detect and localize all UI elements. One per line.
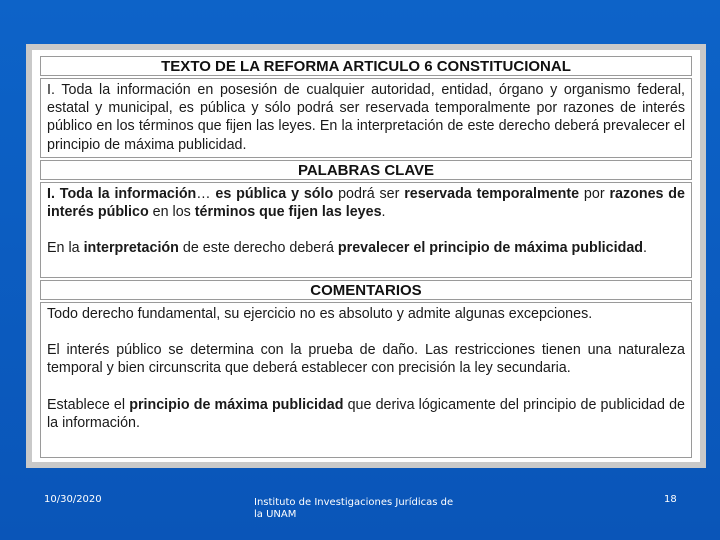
footer-institute [254, 497, 484, 521]
footer-page-number: 18 [664, 494, 677, 505]
footer-date: 10/30/2020 [44, 494, 102, 505]
text-segment: interpretación [83, 240, 179, 257]
text-segment: reservada temporalmente [404, 186, 580, 202]
text-segment: El interés público se determina con la prueba de daño. Las restricciones tienen una naturaleza temporal y bien circunscrita que deberá establecer con precisión la ley secundaria. [47, 342, 685, 377]
text-segment: . [381, 204, 386, 221]
text-segment: y sólo [291, 186, 334, 202]
text-segment: de este derecho deberá [178, 240, 338, 257]
text-segment: prevalecer el principio de máxima publicidad [337, 240, 643, 257]
text-segment: razones de interés público [47, 186, 685, 221]
document-image-frame [26, 44, 706, 468]
reforma-text-box [40, 78, 692, 158]
text-segment: por [579, 186, 610, 202]
section-title-reforma: TEXTO DE LA REFORMA ARTICULO 6 CONSTITUCIONAL [40, 56, 692, 76]
palabras-clave-paragraph-2 [47, 239, 685, 257]
footer-institute-line-1: Instituto de Investigaciones Jurídicas de [254, 497, 454, 508]
document-image [32, 50, 700, 462]
footer-institute-line-2: la UNAM [254, 509, 297, 520]
text-segment: términos que fijen las leyes [194, 204, 382, 221]
section-title-palabras-clave: PALABRAS CLAVE [40, 160, 692, 180]
palabras-clave-paragraph-1 [47, 185, 685, 221]
text-segment: es pública [215, 186, 287, 202]
text-segment: en los [148, 204, 195, 221]
comentarios-paragraph-1 [47, 305, 685, 323]
text-segment: … [196, 186, 216, 202]
comentarios-paragraph-3 [47, 396, 685, 432]
text-segment: Establece el [47, 396, 130, 413]
palabras-clave-box [40, 182, 692, 278]
comentarios-box [40, 302, 692, 458]
text-segment: En la [47, 240, 84, 257]
text-segment: I. Toda la información [47, 186, 197, 202]
reforma-body: I. Toda la información en posesión de cualquier autoridad, entidad, órgano y organismo federal, estatal y municipal, es pública y sólo podrá ser reservada temporalmente por razones de interés público en los términos que fijen las leyes. En la interpretación de este derecho deberá prevalecer el principio de máxima publicidad. [47, 82, 685, 153]
text-segment: principio de máxima publicidad [129, 396, 344, 413]
text-segment: que deriva lógicamente del principio de publicidad de la información. [47, 396, 685, 431]
text-segment: podrá ser [333, 186, 405, 202]
text-segment: . [643, 240, 647, 257]
comentarios-paragraph-2 [47, 341, 685, 377]
section-title-comentarios: COMENTARIOS [40, 280, 692, 300]
text-segment: Todo derecho fundamental, su ejercicio no es absoluto y admite algunas excepciones. [47, 306, 593, 322]
